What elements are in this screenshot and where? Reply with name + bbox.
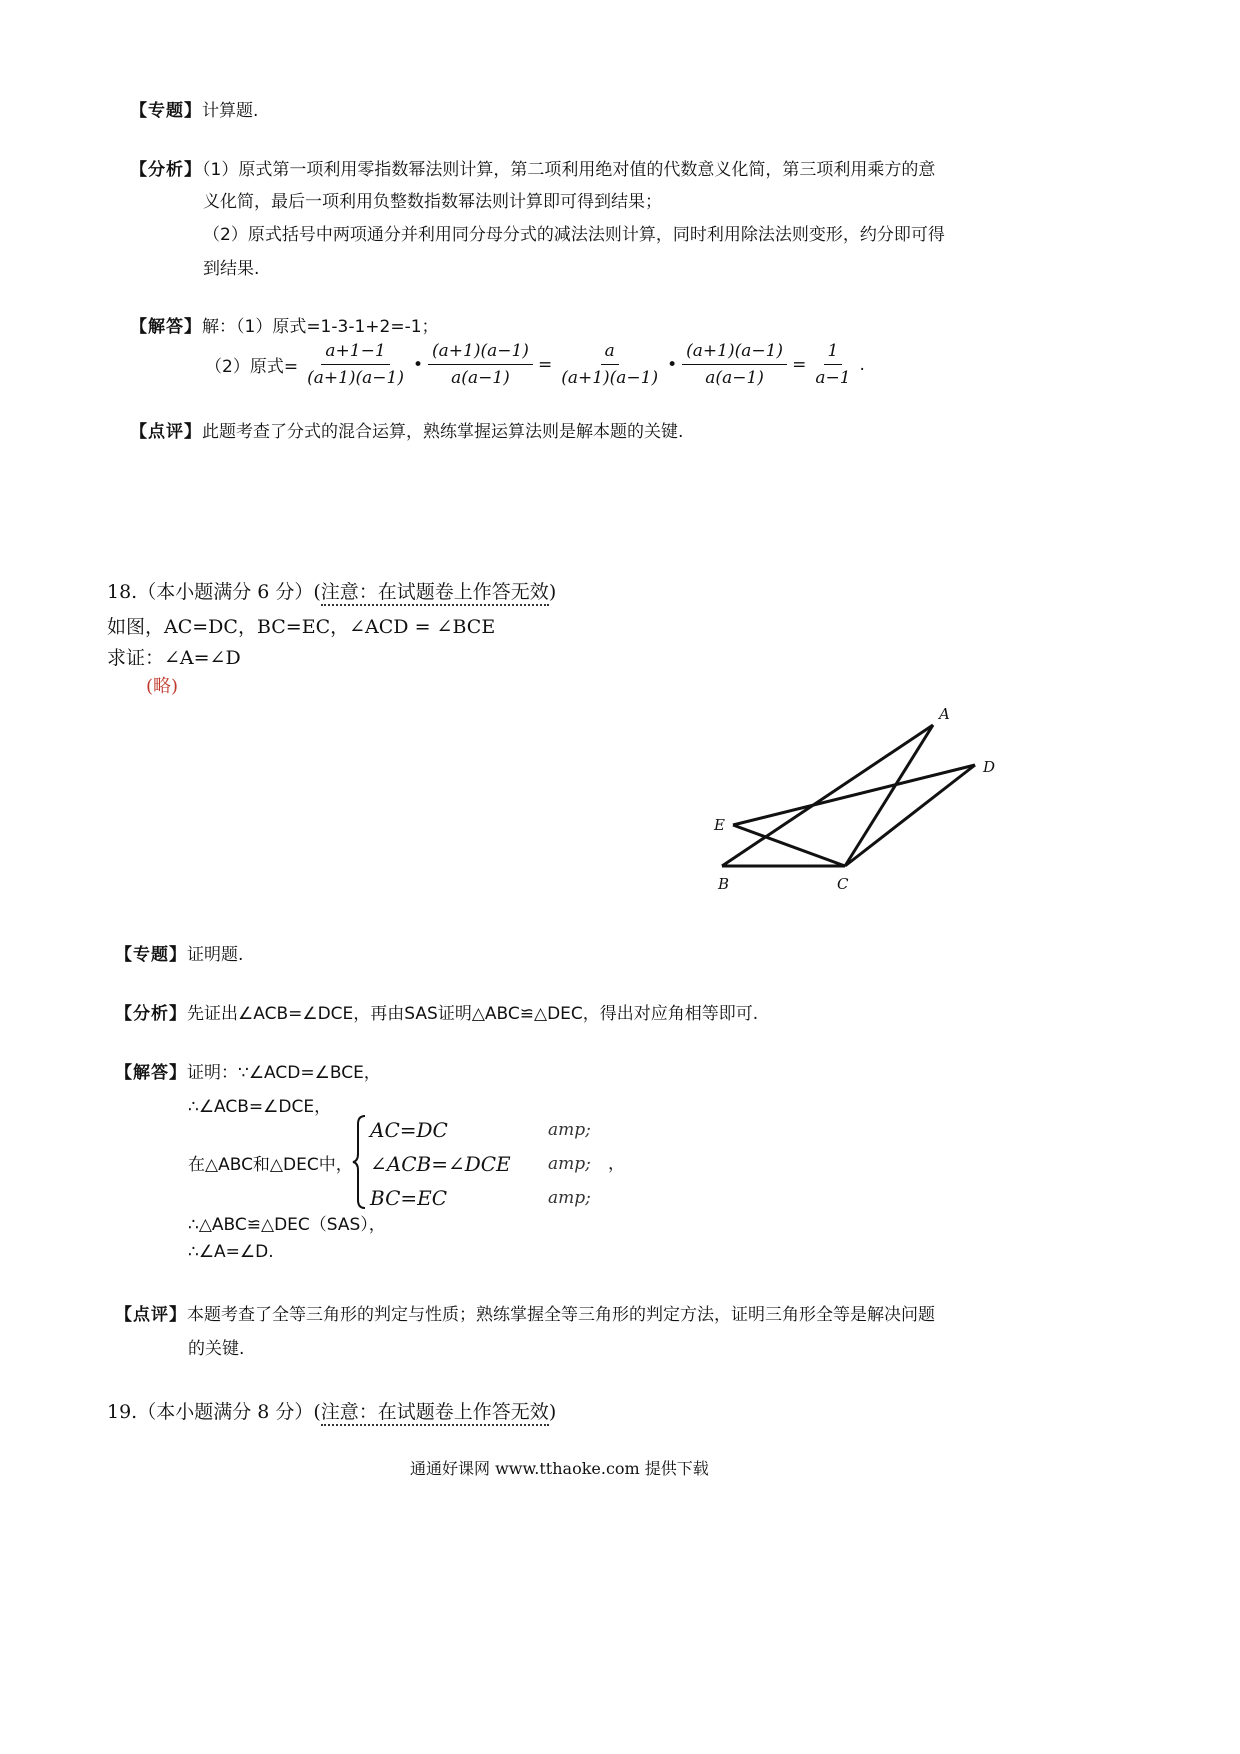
question-18-omitted: (略): [146, 676, 179, 697]
analysis-line-4: 到结果.: [203, 259, 260, 279]
question-18-suffix: ): [548, 581, 557, 603]
fraction-5: [811, 340, 854, 389]
topic-text: 计算题.: [202, 101, 259, 121]
topic-row-18: [115, 940, 243, 965]
system-amp-3: amp;: [548, 1188, 591, 1208]
analysis-line-1: （1）原式第一项利用零指数幂法则计算，第二项利用绝对值的代数意义化简，第三项利用乘方的意: [202, 160, 936, 180]
proof-line-5: ∴∠A=∠D.: [188, 1242, 274, 1262]
dot-operator: •: [667, 354, 678, 375]
dot-operator: •: [412, 354, 424, 375]
label-a: A: [939, 705, 950, 723]
topic-text: 证明题.: [187, 945, 244, 965]
system-amp-2: amp;: [548, 1154, 591, 1174]
analysis-line-2: 义化简，最后一项利用负整数指数幂法则计算即可得到结果；: [203, 192, 662, 212]
question-18-given: 如图，AC=DC，BC=EC，∠ACD = ∠BCE: [107, 616, 496, 638]
question-18-prove: 求证：∠A=∠D: [107, 647, 241, 669]
question-18-header: [107, 577, 556, 604]
system-row-3: BC=EC: [370, 1186, 448, 1210]
answer-row-17: [130, 312, 439, 337]
answer-formula-17: [203, 340, 867, 389]
answer-tag: 【解答】: [130, 317, 202, 337]
equals-sign: =: [792, 354, 807, 375]
system-row-2: ∠ACB=∠DCE: [370, 1152, 511, 1176]
fraction-4-den: a(a−1): [705, 368, 764, 388]
comment-line-1: 本题考查了全等三角形的判定与性质；熟练掌握全等三角形的判定方法，证明三角形全等是解决问题: [187, 1305, 935, 1325]
system-row-1: AC=DC: [370, 1118, 448, 1142]
fraction-2: [428, 340, 533, 389]
topic-row-17: [130, 96, 258, 121]
fraction-3-num: a: [601, 340, 619, 365]
fraction-4: [682, 340, 787, 389]
comment-tag: 【点评】: [130, 422, 202, 442]
fraction-2-num: (a+1)(a−1): [428, 340, 533, 365]
analysis-tag: 【分析】: [115, 1004, 187, 1024]
answer-tag: 【解答】: [115, 1063, 187, 1083]
label-c: C: [837, 875, 849, 893]
proof-line-3: 在△ABC和△DEC中，: [188, 1155, 353, 1175]
analysis-line-3: （2）原式括号中两项通分并利用同分母分式的减法法则计算，同时利用除法法则变形，约分即可得: [203, 225, 945, 245]
question-18-note: 注意：在试题卷上作答无效: [321, 581, 549, 606]
comment-text: 此题考查了分式的混合运算，熟练掌握运算法则是解本题的关键.: [202, 422, 684, 442]
proof-line-4: ∴△ABC≌△DEC（SAS），: [188, 1215, 386, 1235]
fraction-1: [303, 340, 408, 389]
topic-tag: 【专题】: [130, 101, 202, 121]
system-amp-1: amp;: [548, 1120, 591, 1140]
proof-line-2: ∴∠ACB=∠DCE，: [188, 1097, 332, 1117]
equals-sign: =: [537, 354, 553, 375]
fraction-5-num: 1: [824, 340, 843, 365]
fraction-2-den: a(a−1): [451, 368, 510, 388]
answer-line-1: 解：（1）原式=1-3-1+2=-1；: [202, 317, 439, 337]
proof-line-1: 证明：∵∠ACD=∠BCE，: [187, 1063, 381, 1083]
analysis-tag: 【分析】: [130, 160, 202, 180]
system-brace: [352, 1114, 368, 1210]
question-19-prefix: 19.（本小题满分 8 分）(: [107, 1401, 321, 1423]
formula-prefix: （2）原式=: [205, 357, 299, 377]
question-18-prefix: 18.（本小题满分 6 分）(: [107, 581, 321, 603]
question-19-note: 注意：在试题卷上作答无效: [321, 1401, 549, 1426]
label-e: E: [714, 816, 725, 834]
fraction-5-den: a−1: [815, 368, 851, 388]
geometry-figure: [700, 700, 1020, 900]
answer-row-18: [115, 1058, 381, 1083]
label-b: B: [718, 875, 730, 893]
label-d: D: [983, 758, 996, 776]
equation-system: [370, 1113, 625, 1215]
formula-end: .: [859, 354, 865, 375]
comment-row-18: [115, 1300, 935, 1325]
fraction-4-num: (a+1)(a−1): [682, 340, 787, 365]
fraction-3-den: (a+1)(a−1): [561, 368, 659, 388]
comment-line-2: 的关键.: [188, 1339, 245, 1359]
question-19-suffix: ): [548, 1401, 557, 1423]
analysis-text: 先证出∠ACB=∠DCE，再由SAS证明△ABC≌△DEC，得出对应角相等即可.: [187, 1004, 759, 1024]
page-footer: 通通好课网 www.tthaoke.com 提供下载: [410, 1459, 709, 1478]
comment-tag: 【点评】: [115, 1305, 187, 1325]
fraction-3: [557, 340, 662, 389]
segment-ba: [722, 725, 933, 866]
fraction-1-den: (a+1)(a−1): [307, 368, 404, 388]
system-comma: ，: [608, 1154, 625, 1174]
question-19-header: [107, 1397, 556, 1424]
fraction-1-num: a+1−1: [321, 340, 389, 365]
topic-tag: 【专题】: [115, 945, 187, 965]
comment-row-17: [130, 417, 683, 442]
analysis-row-18: [115, 999, 758, 1024]
analysis-row-17: [130, 155, 935, 180]
segment-ec: [733, 825, 845, 866]
